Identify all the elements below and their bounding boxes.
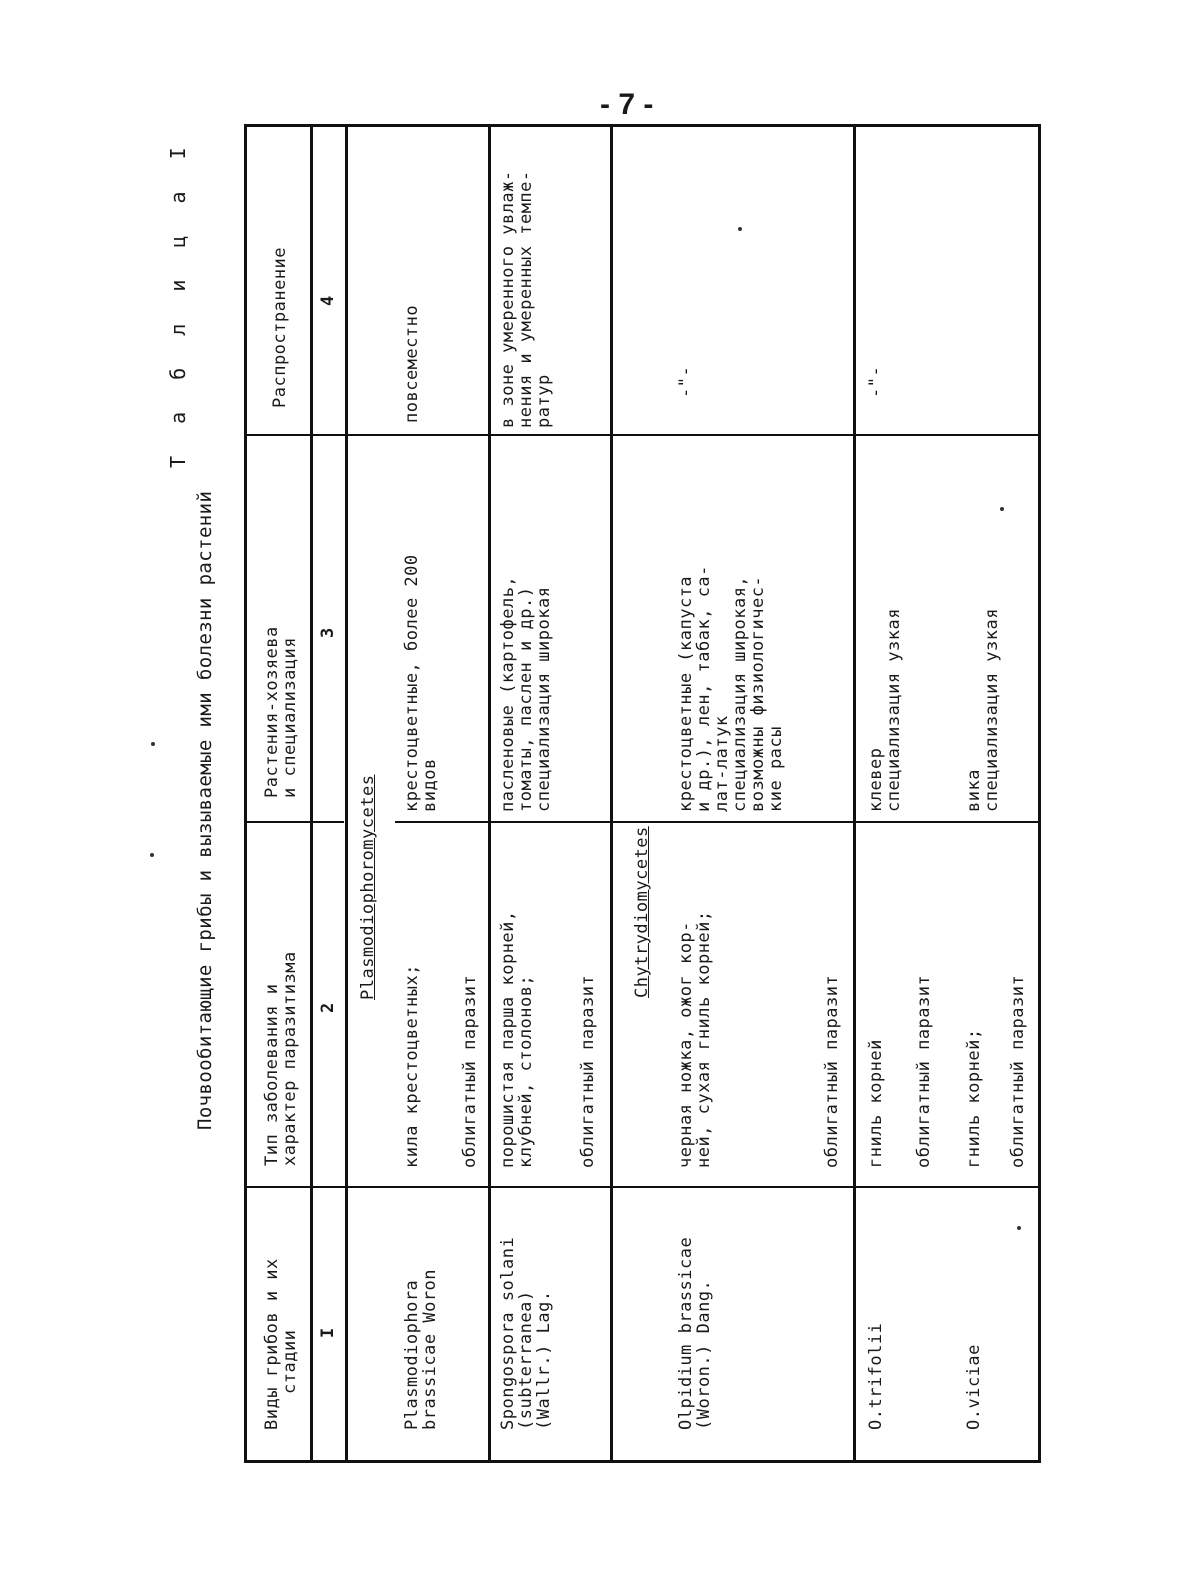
row3-disease-type: облигатный паразит xyxy=(822,974,842,1168)
header-col1-line1: Виды грибов и их xyxy=(262,1258,282,1430)
header-col3-line1: Растения-хозяева xyxy=(262,626,282,798)
row2-species-line3: (Wallr.) Lag. xyxy=(534,1290,554,1430)
row3-hosts-line6: кие расы xyxy=(766,726,786,812)
row3-disease-line2: ней, сухая гниль корней; xyxy=(694,910,714,1168)
row-rule xyxy=(610,124,613,1463)
row5-hosts-line2: специализация узкая xyxy=(982,608,1002,812)
header-col2-line1: Тип заболевания и xyxy=(262,983,282,1166)
header-col3-line2: и специализация xyxy=(280,636,300,798)
row2-disease-line1: порошистая парша корней, xyxy=(498,910,518,1168)
row4-disease-type: облигатный паразит xyxy=(914,974,934,1168)
row2-hosts-line3: специализация широкая xyxy=(534,586,554,812)
row2-species-line2: (subterranea) xyxy=(516,1290,536,1430)
row2-distribution-line2: нения и умеренных темпе- xyxy=(516,170,536,428)
row1-hosts-line1: крестоцветные, более 200 xyxy=(402,554,422,812)
column-divider xyxy=(244,1186,1041,1188)
group-heading: Plasmodiophoromycetes xyxy=(358,774,378,1000)
column-divider xyxy=(244,434,1041,436)
row2-disease-line2: клубней, столонов; xyxy=(516,974,536,1168)
row1-hosts-line2: видов xyxy=(420,758,440,812)
row2-disease-type: облигатный паразит xyxy=(578,974,598,1168)
row1-species-line1: Plasmodiophora xyxy=(402,1279,422,1430)
table-caption: Почвообитающие грибы и вызываемые ими болезни растений xyxy=(194,490,216,1130)
row-rule xyxy=(853,124,856,1463)
column-divider xyxy=(395,821,1038,823)
row5-hosts-line1: вика xyxy=(964,769,984,812)
row3-hosts-line3: лат-латук xyxy=(712,715,732,812)
column-number-rule xyxy=(345,124,348,1463)
row3-hosts-line2: и др.), лен, табак, са- xyxy=(694,565,714,812)
row5-disease: гниль корней; xyxy=(964,1028,984,1168)
row5-species: O.viciae xyxy=(964,1344,984,1430)
row2-distribution-line3: ратур xyxy=(534,374,554,428)
row4-species: O.trifolii xyxy=(866,1322,886,1430)
row4-hosts-line2: специализация узкая xyxy=(884,608,904,812)
row3-hosts-line5: возможны физиологичес- xyxy=(748,575,768,812)
column-divider xyxy=(244,821,344,823)
row-rule xyxy=(488,124,491,1463)
row2-species-line1: Spongospora solani xyxy=(498,1236,518,1430)
row3-distribution: -"- xyxy=(676,365,696,398)
table-top-rule xyxy=(244,124,247,1463)
row3-hosts-line4: специализация широкая, xyxy=(730,575,750,812)
row3-species-line1: Olpidium brassicae xyxy=(676,1236,696,1430)
table-bottom-rule xyxy=(1038,124,1041,1463)
table-label: Т а б л и ц а I xyxy=(166,137,190,468)
row1-disease-type: облигатный паразит xyxy=(460,974,480,1168)
row4-hosts-line1: клевер xyxy=(866,747,886,812)
header-col2-line2: характер паразитизма xyxy=(280,951,300,1166)
row4-distribution: -"- xyxy=(866,365,886,398)
header-col1-line2: стадии xyxy=(280,1329,300,1394)
row4-disease: гниль корней xyxy=(866,1039,886,1168)
column-number-3: 3 xyxy=(318,627,338,638)
header-rule xyxy=(310,124,313,1463)
column-number-1: I xyxy=(318,1327,338,1338)
group-heading: Chytrydiomycetes xyxy=(632,826,652,998)
table-right-border xyxy=(244,124,1041,127)
row5-disease-type: облигатный паразит xyxy=(1008,974,1028,1168)
row1-disease: кила крестоцветных; xyxy=(402,964,422,1168)
row1-distribution: повсеместно xyxy=(402,304,422,423)
row3-hosts-line1: крестоцветные (капуста xyxy=(676,575,696,812)
row3-disease-line1: черная ножка, ожог кор- xyxy=(676,921,696,1168)
header-col4: Распространение xyxy=(270,246,290,408)
row2-distribution-line1: в зоне умеренного увлаж- xyxy=(498,170,518,428)
row2-hosts-line2: томаты, паслен и др.) xyxy=(516,586,536,812)
row1-species-line2: brassicae Woron xyxy=(420,1268,440,1430)
table-left-border xyxy=(244,1460,1041,1463)
page-number: - 7 - xyxy=(600,88,654,121)
row3-species-line2: (Woron.) Dang. xyxy=(694,1279,714,1430)
column-number-4: 4 xyxy=(318,295,338,306)
column-number-2: 2 xyxy=(318,1002,338,1013)
row2-hosts-line1: пасленовые (картофель, xyxy=(498,575,518,812)
